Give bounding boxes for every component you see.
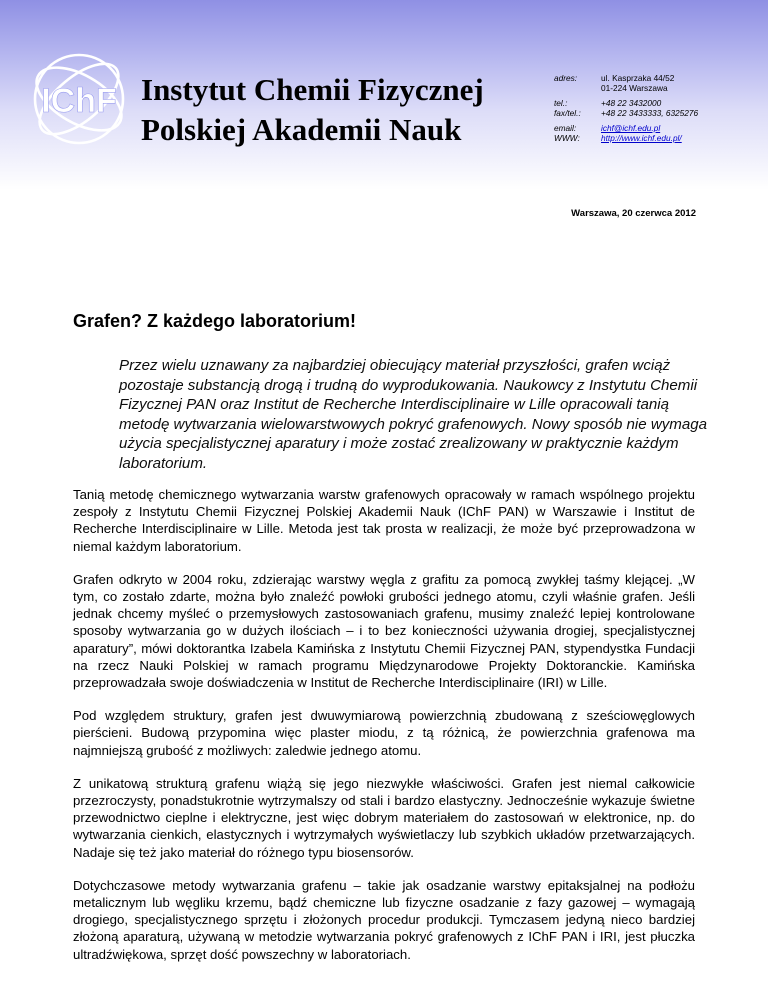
email-link[interactable]: ichf@ichf.edu.pl	[601, 123, 661, 133]
institute-name-line2: Polskiej Akademii Nauk	[141, 112, 462, 147]
body-paragraph: Grafen odkryto w 2004 roku, zdzierając warstwy węgla z grafitu za pomocą zwykłej taśmy klejącej. „W tym, co zostało zdarte, można było znaleźć powłoki grubości jednego atomu, czyli właśnie grafen. Jeśli jednak chcemy myśleć o przemysłowych zastosowaniach grafenu, musimy znaleźć lepiej kontrolowane sposoby wytwarzania go w dużych ilościach – i to bez konieczności używania drogiej, specjalistycznej aparatury”, mówi doktorantka Izabela Kamińska z Instytutu Chemii Fizycznej PAN, stypendystka Fundacji na rzecz Nauki Polskiej w ramach programu Międzynarodowe Projekty Doktoranckie. Kamińska przeprowadzała swoje doświadczenia w Institut de Recherche Interdisciplinaire (IRI) w Lille.	[73, 571, 695, 691]
www-label: WWW:	[554, 133, 580, 143]
logo-text: IChF	[41, 82, 117, 120]
tel-value: +48 22 3432000	[601, 98, 662, 108]
lead-paragraph: Przez wielu uznawany za najbardziej obiecujący materiał przyszłości, grafen wciąż pozostaje substancją drogą i trudną do wyprodukowania. Naukowcy z Instytutu Chemii Fizycznej PAN oraz Institut de Recherche Interdisciplinaire w Lille opracowali tanią metodę wytwarzania wielowarstwowych pokryć grafenowych. Nowy sposób nie wymaga użycia specjalistycznej aparatury i może zostać zrealizowany w praktycznie każdym laboratorium.	[119, 357, 708, 472]
institute-name	[141, 70, 484, 150]
date-line: Warszawa, 20 czerwca 2012	[571, 208, 696, 219]
contact-block	[554, 73, 698, 143]
email-label: email:	[554, 123, 577, 133]
website-link[interactable]: http://www.ichf.edu.pl/	[601, 133, 682, 143]
institute-name-line1: Instytut Chemii Fizycznej	[141, 72, 484, 107]
fax-label: fax/tel.:	[554, 108, 581, 118]
ichf-logo	[28, 48, 130, 150]
body-paragraph: Pod względem struktury, grafen jest dwuwymiarową powierzchnią zbudowaną z sześciowęglowych pierścieni. Budową przypomina więc plaster miodu, z tą różnicą, że powierzchnia grafenowa ma najmniejszą grubość z możliwych: zaledwie jednego atomu.	[73, 708, 695, 758]
body-paragraph: Tanią metodę chemicznego wytwarzania warstw grafenowych opracowały w ramach wspólnego projektu zespoły z Instytutu Chemii Fizycznej Polskiej Akademii Nauk (IChF PAN) w Warszawie i Institut de Recherche Interdisciplinaire w Lille. Metoda jest tak prosta w realizacji, że może być przeprowadzona w niemal każdym laboratorium.	[73, 487, 695, 554]
body-paragraph: Z unikatową strukturą grafenu wiążą się jego niezwykłe właściwości. Grafen jest niemal całkowicie przezroczysty, ponadstukrotnie wytrzymalszy od stali i bardzo elastyczny. Jednocześnie wykazuje świetne przewodnictwo cieplne i elektryczne, jest więc dobrym materiałem do zastosowań w elektronice, np. do wytwarzania cienkich, elastycznych i wytrzymałych wyświetlaczy lub szybkich układów przetwarzających. Nadaje się też jako materiał do różnego typu biosensorów.	[73, 775, 695, 860]
address-label: adres:	[554, 73, 578, 83]
address-line1: ul. Kasprzaka 44/52	[601, 73, 675, 83]
article-title: Grafen? Z każdego laboratorium!	[73, 311, 357, 331]
fax-value: +48 22 3433333, 6325276	[601, 108, 699, 118]
tel-label: tel.:	[554, 98, 568, 108]
article-body	[73, 486, 695, 979]
body-paragraph: Dotychczasowe metody wytwarzania grafenu – takie jak osadzanie warstwy epitaksjalnej na podłożu metalicznym lub węgliku krzemu, bądź chemiczne lub fizyczne osadzanie z fazy gazowej – wymagają drogiego, specjalistycznego sprzętu i złożonych procedur produkcji. Tymczasem jedyną nieco bardziej złożoną aparaturą, używaną w metodzie wytwarzania pokryć grafenowych z IChF PAN i IRI, jest płuczka ultradźwiękowa, sprzęt dość powszechny w laboratoriach.	[73, 877, 695, 962]
address-line2: 01-224 Warszawa	[601, 83, 668, 93]
